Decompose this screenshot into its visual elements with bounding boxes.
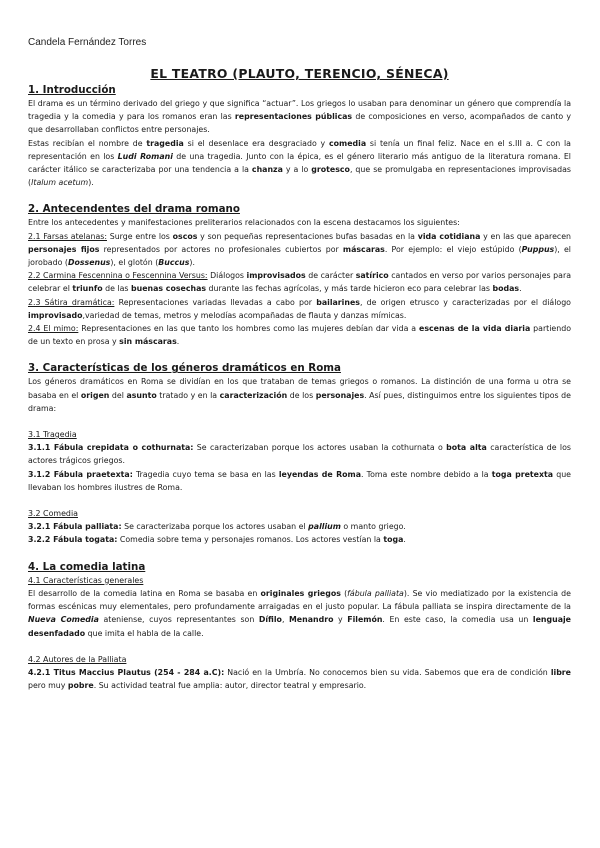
text-run: y en las que aparecen xyxy=(480,231,572,241)
text-run: Italum acetum xyxy=(31,178,89,188)
section-heading: 1. Introducción xyxy=(28,84,116,96)
text-run: ). Se vio mediatizado por la existencia de formas escénicas muy elementales, pero profundamente arraigadas en el justo popular. La fábula palliata se inspira directamente de la xyxy=(28,588,571,612)
text-run: Tragedia cuyo tema se basa en las xyxy=(132,469,279,479)
text-run: y son pequeñas representaciones bufas basadas en la xyxy=(197,231,418,241)
text-run: personajes fijos xyxy=(28,244,100,254)
text-run: durante las fechas agrícolas, y más tarde hicieron eco para celebrar las xyxy=(206,284,493,294)
text-run: , xyxy=(281,615,289,625)
text-run: personajes xyxy=(315,390,365,400)
text-run: escenas de la vida diaria xyxy=(419,324,531,334)
text-run: ateniense, cuyos representantes son xyxy=(98,615,259,625)
text-run: Dífilo xyxy=(258,615,282,625)
text-run: . xyxy=(519,284,522,294)
text-run: representados por actores no profesionales cubiertos por xyxy=(99,244,343,254)
text-run: ( xyxy=(340,588,348,598)
text-run: del xyxy=(109,390,127,400)
text-run: de las xyxy=(102,284,132,294)
text-run: bodas xyxy=(492,284,520,294)
text-run: Representaciones variadas llevadas a cabo por xyxy=(114,297,317,307)
text-run: pobre xyxy=(67,681,94,691)
text-run: grotesco xyxy=(311,165,350,175)
section-heading: 3. Características de los géneros dramáticos en Roma xyxy=(28,362,341,375)
text-run: Los géneros dramáticos en Roma se dividían en los que trataban de temas griegos o romanos. La distinción de una forma u otra se basaba en el xyxy=(28,377,571,400)
text-run: . xyxy=(176,337,180,347)
paragraph xyxy=(28,468,571,494)
text-run: leyendas de Roma xyxy=(278,469,361,479)
text-run: satírico xyxy=(355,271,389,281)
text-run: 4.2.1 Titus Maccius Plautus (254 - 284 a.C): xyxy=(28,667,225,677)
text-run: Surge entre los xyxy=(106,231,173,241)
text-run: fábula palliata xyxy=(347,588,404,598)
text-run: ,variedad de temas, metros y melodías acompañadas de flauta y danzas mímicas. xyxy=(82,310,407,320)
paragraph xyxy=(28,520,571,533)
text-run: que llevaban los hombres ilustres de Roma. xyxy=(28,469,571,492)
text-run: improvisado xyxy=(28,310,83,320)
text-run: Representaciones en las que tanto los hombres como las mujeres debían dar vida a xyxy=(78,324,420,334)
paragraph xyxy=(28,666,571,692)
text-run: libre xyxy=(550,667,571,677)
text-run: si tenía un final feliz. Nace en el s.III a. C con la representación en los xyxy=(28,138,571,161)
paragraph xyxy=(28,269,571,295)
text-run: . Así pues, distinguimos entre los siguientes tipos de drama: xyxy=(28,390,571,413)
paragraph xyxy=(28,533,571,546)
subsection-heading: 4.1 Características generales xyxy=(28,575,144,585)
paragraph xyxy=(28,97,571,137)
text-run: Comedia sobre tema y personajes romanos. Los actores vestían la xyxy=(117,535,384,545)
text-run: Diálogos xyxy=(207,271,247,281)
text-run: toga pretexta xyxy=(491,469,554,479)
text-run: pallium xyxy=(308,522,341,532)
text-run: cantados en verso por varios personajes para celebrar el xyxy=(28,271,571,294)
text-run: que imita el habla de la calle. xyxy=(85,628,204,638)
text-run: ), el jorobado ( xyxy=(28,244,571,268)
text-run: originales griegos xyxy=(260,588,341,598)
text-run: bota alta xyxy=(446,443,487,453)
text-run: 2.1 Farsas atelanas: xyxy=(28,231,107,241)
text-run: origen xyxy=(80,390,110,400)
text-run: y a lo xyxy=(282,165,312,175)
text-run: o manto griego. xyxy=(340,522,406,532)
text-run: . Su actividad teatral fue amplia: autor, director teatral y empresario. xyxy=(93,681,367,691)
text-run: Ludi Romani xyxy=(117,151,173,161)
document-title: EL TEATRO (PLAUTO, TERENCIO, SÉNECA) xyxy=(150,66,449,81)
text-run: ). xyxy=(88,178,94,188)
section-heading: 2. Antecendentes del drama romano xyxy=(28,203,240,216)
text-run: de una tragedia. Junto con la épica, es el género literario más antiguo de la literatura romana. El carácter itálico se caracterizaba por una tendencia a la xyxy=(28,151,571,175)
text-run: de composiciones en verso, acompañados de canto y que desarrollaban conflictos entre personajes. xyxy=(28,112,571,135)
text-run: partiendo de un texto en prosa y xyxy=(28,324,571,347)
subsection-heading: 3.1 Tragedia xyxy=(28,430,77,440)
text-run: Se caracterizaba porque los actores usaban el xyxy=(121,522,309,532)
paragraph xyxy=(28,137,571,190)
text-run: bailarines xyxy=(316,297,360,307)
paragraph xyxy=(28,230,571,270)
text-run: buenas cosechas xyxy=(131,284,207,294)
text-run: , de origen etrusco y caracterizadas por el diálogo xyxy=(359,297,571,307)
text-run: Se caracterizaban porque los actores usaban la cothurnata o xyxy=(193,443,447,453)
section-heading: 4. La comedia latina xyxy=(28,560,146,573)
text-run: representaciones públicas xyxy=(234,112,353,122)
text-run: . Toma este nombre debido a la xyxy=(361,469,492,479)
text-run: si el desenlace era desgraciado y xyxy=(183,138,329,148)
text-run: comedia xyxy=(328,138,367,148)
subsection-heading: 3.2 Comedia xyxy=(28,509,78,519)
text-run: Nació en la Umbría. No conocemos bien su vida. Sabemos que era de condición xyxy=(224,667,551,677)
text-run: Nueva Comedia xyxy=(28,615,99,625)
paragraph: Entre los antecedentes y manifestaciones preliterarios relacionados con la escena destacamos los siguientes: xyxy=(28,218,460,228)
text-run: triunfo xyxy=(72,284,103,294)
text-run: El drama es un término derivado del griego y que significa “actuar”. Los griegos lo usaban para denominar un género que comprendía la tragedia y la comedia y para los romanos eran las xyxy=(28,99,571,122)
text-run: Buccus xyxy=(158,258,190,268)
text-run: y xyxy=(333,615,348,625)
text-run: de carácter xyxy=(305,271,356,281)
text-run: caracterización xyxy=(219,390,288,400)
text-run: . Por ejemplo: el viejo estúpido ( xyxy=(384,244,522,254)
paragraph xyxy=(28,441,571,467)
paragraph xyxy=(28,587,571,640)
text-run: 3.2.2 Fábula togata: xyxy=(28,535,118,545)
text-run: 2.4 El mimo: xyxy=(28,324,79,334)
text-run: tratado y en la xyxy=(156,390,220,400)
text-run: oscos xyxy=(172,231,198,241)
paragraph xyxy=(28,375,571,415)
text-run: 2.2 Carmina Fescennina o Fescennina Versus: xyxy=(28,271,208,281)
text-run: de los xyxy=(287,390,316,400)
text-run: Dossenus xyxy=(67,258,111,268)
text-run: Menandro xyxy=(289,615,334,625)
text-run: lenguaje desenfadado xyxy=(28,615,571,638)
text-run: característica de los actores trágicos griegos. xyxy=(28,443,571,466)
text-run: Estas recibían el nombre de xyxy=(28,138,147,148)
paragraph xyxy=(28,322,571,348)
text-run: vida cotidiana xyxy=(417,231,481,241)
text-run: El desarrollo de la comedia latina en Roma se basaba en xyxy=(28,588,261,598)
text-run: . xyxy=(403,535,406,545)
text-run: 3.1.1 Fábula crepidata o cothurnata: xyxy=(28,443,194,453)
subsection-heading: 4.2 Autores de la Palliata xyxy=(28,654,127,664)
text-run: 3.1.2 Fábula praetexta: xyxy=(28,469,133,479)
text-run: máscaras xyxy=(342,244,385,254)
text-run: tragedia xyxy=(146,138,184,148)
text-run: asunto xyxy=(126,390,157,400)
text-run: toga xyxy=(383,535,404,545)
text-run: 3.2.1 Fábula palliata: xyxy=(28,522,122,532)
text-run: ), el glotón ( xyxy=(110,258,159,268)
text-run: ). xyxy=(189,258,195,268)
text-run: 2.3 Sátira dramática: xyxy=(28,297,115,307)
paragraph xyxy=(28,296,571,322)
text-run: sin máscaras xyxy=(119,337,177,347)
document-body xyxy=(28,66,571,692)
text-run: improvisados xyxy=(246,271,306,281)
text-run: chanza xyxy=(251,165,283,175)
text-run: pero muy xyxy=(28,681,68,691)
text-run: Filemón xyxy=(347,615,383,625)
text-run: . En este caso, la comedia usa un xyxy=(382,615,533,625)
text-run: Puppus xyxy=(521,244,555,254)
text-run: , que se promulgaba en representaciones improvisadas ( xyxy=(28,165,571,188)
author-name: Candela Fernández Torres xyxy=(28,37,147,48)
